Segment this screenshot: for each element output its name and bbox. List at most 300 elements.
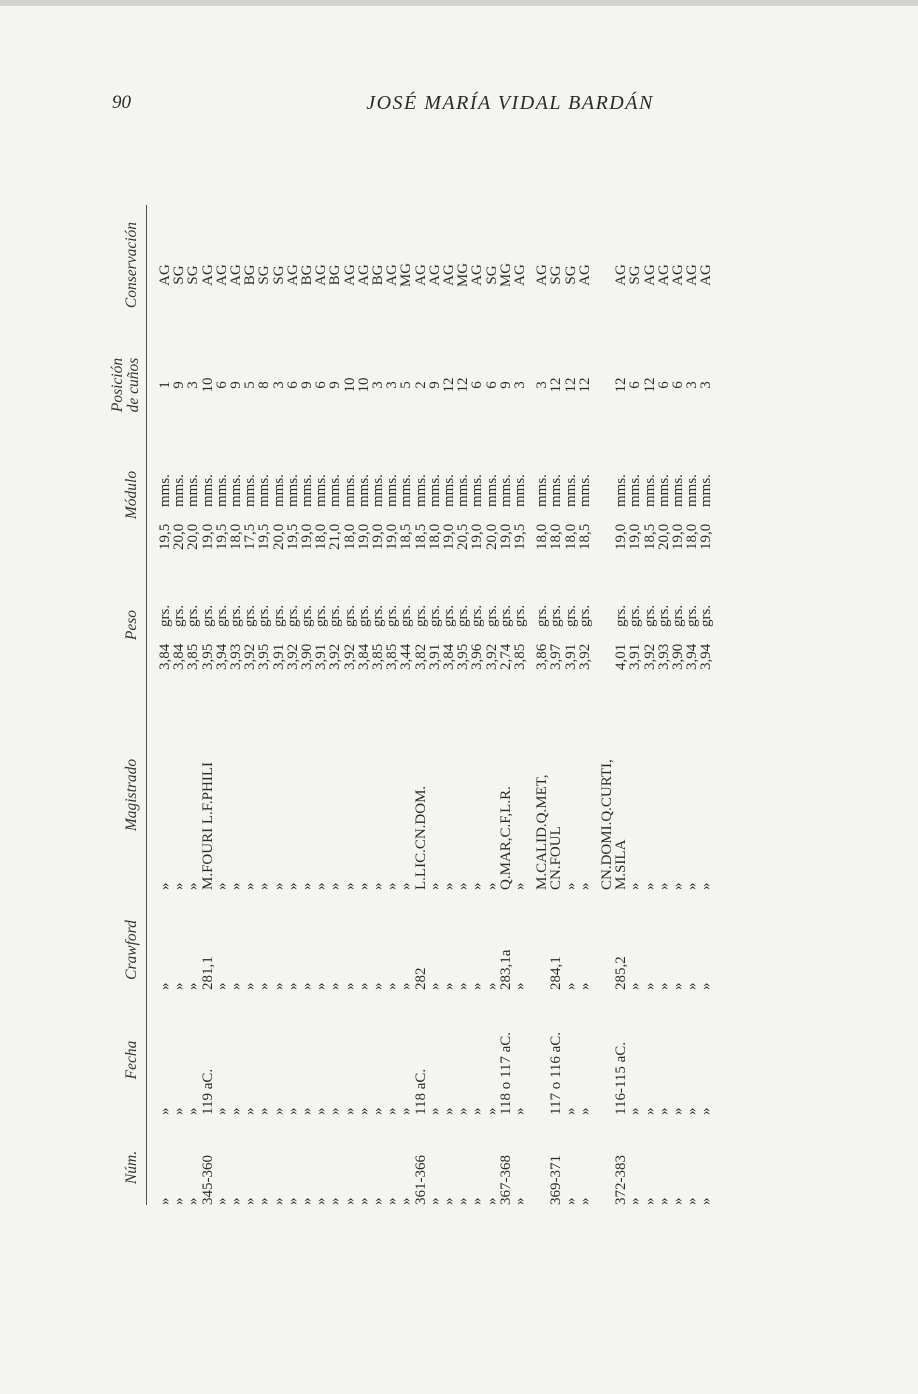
cell-fecha: »: [284, 1107, 301, 1115]
cell-modulo: 18,0: [548, 523, 565, 550]
cell-posicion: 10: [355, 377, 372, 393]
cell-num: »: [313, 1197, 330, 1205]
cell-cons: AG: [512, 264, 528, 286]
cell-fecha: 116-115 aC.: [613, 1041, 630, 1115]
cell-posicion: 9: [426, 381, 443, 389]
cell-magistrado: »: [256, 882, 273, 890]
running-head: JOSÉ MARÍA VIDAL BARDÁN: [366, 92, 654, 114]
cell-magistrado: »: [670, 882, 686, 890]
header-rule: [146, 205, 147, 1205]
cell-cons: SG: [562, 265, 579, 285]
cell-cons: AG: [228, 264, 244, 286]
cell-cons: AG: [426, 264, 443, 286]
cell-crawford: »: [384, 982, 401, 990]
cell-magistrado: »: [313, 882, 330, 890]
cell-magistrado: »: [327, 882, 344, 890]
cell-magistrado: L.LIC.CN.DOM.: [412, 785, 429, 890]
cell-fecha: »: [576, 1107, 593, 1115]
cell-crawford: »: [684, 982, 701, 990]
cell-crawford: 283,1a: [497, 949, 514, 990]
cell-crawford: 282: [412, 967, 429, 990]
cell-modulo: 19,0: [627, 523, 644, 550]
cell-modulo: 19,0: [613, 523, 630, 550]
cell-cons: AG: [469, 264, 486, 286]
cell-fecha: 119 aC.: [199, 1068, 216, 1115]
cell-modulo: 18,0: [426, 523, 443, 550]
cell-modulo-unit: mms.: [655, 474, 672, 507]
cell-magistrado: M.FOURI L.F.PHILI: [199, 762, 216, 890]
cell-num: »: [684, 1197, 701, 1205]
cell-num: »: [171, 1197, 188, 1205]
cell-num: »: [627, 1197, 644, 1205]
cell-peso-unit: grs.: [469, 604, 486, 627]
cell-crawford: »: [228, 982, 244, 990]
cell-posicion: 9: [299, 381, 315, 389]
cell-crawford: »: [256, 982, 273, 990]
cell-fecha: »: [512, 1107, 528, 1115]
cell-peso-unit: grs.: [698, 604, 715, 627]
cell-crawford: »: [469, 982, 486, 990]
cell-fecha: »: [455, 1107, 472, 1115]
cell-modulo: 20,5: [455, 523, 472, 550]
cell-modulo: 18,0: [684, 523, 701, 550]
cell-cons: AG: [655, 264, 672, 286]
cell-peso-unit: grs.: [185, 604, 202, 627]
cell-posicion: 3: [185, 381, 202, 389]
cell-cons: AG: [698, 264, 715, 286]
cell-modulo: 20,0: [483, 523, 500, 550]
cell-fecha: »: [627, 1107, 644, 1115]
cell-modulo: 18,0: [341, 523, 358, 550]
header-fecha: Fecha: [123, 1040, 140, 1080]
cell-peso-unit: grs.: [398, 604, 415, 627]
header-posicion-line1: Posición: [109, 357, 126, 413]
cell-crawford: »: [512, 982, 528, 990]
cell-modulo: 18,5: [641, 523, 658, 550]
cell-num: »: [341, 1197, 358, 1205]
cell-peso-unit: grs.: [548, 604, 565, 627]
cell-fecha: »: [384, 1107, 401, 1115]
cell-num: »: [157, 1197, 173, 1205]
cell-peso-unit: grs.: [655, 604, 672, 627]
cell-peso-unit: grs.: [299, 604, 315, 627]
cell-crawford: »: [641, 982, 658, 990]
cell-fecha: »: [242, 1107, 259, 1115]
cell-num: »: [670, 1197, 686, 1205]
cell-peso: 3,94: [684, 643, 701, 670]
cell-peso: 3,97: [548, 643, 565, 670]
cell-cons: MG: [398, 262, 415, 288]
cell-peso-unit: grs.: [171, 604, 188, 627]
cell-modulo: 19,5: [512, 523, 528, 550]
cell-peso: 3,93: [228, 643, 244, 670]
cell-fecha: »: [483, 1107, 500, 1115]
cell-modulo: 19,5: [284, 523, 301, 550]
cell-magistrado: »: [483, 882, 500, 890]
cell-peso: 3,85: [384, 643, 401, 670]
cell-modulo: 19,0: [299, 523, 315, 550]
cell-fecha: »: [370, 1107, 386, 1115]
cell-modulo: 21,0: [327, 523, 344, 550]
scan-edge: [0, 0, 918, 6]
cell-crawford: »: [242, 982, 259, 990]
cell-modulo-unit: mms.: [412, 474, 429, 507]
cell-crawford: 285,2: [613, 956, 630, 990]
cell-posicion: 6: [469, 381, 486, 389]
cell-posicion: 3: [534, 381, 551, 389]
cell-modulo-unit: mms.: [313, 474, 330, 507]
cell-num: 372-383: [613, 1155, 630, 1205]
cell-peso: 4,01: [613, 643, 630, 670]
cell-modulo: 19,0: [469, 523, 486, 550]
cell-peso-unit: grs.: [627, 604, 644, 627]
cell-crawford: »: [270, 982, 287, 990]
cell-cons: AG: [670, 264, 686, 286]
cell-modulo-unit: mms.: [441, 474, 457, 507]
cell-peso-unit: grs.: [157, 604, 173, 627]
cell-modulo-unit: mms.: [670, 474, 686, 507]
cell-modulo: 19,0: [497, 523, 514, 550]
cell-peso: 3,95: [256, 643, 273, 670]
cell-cons: SG: [256, 265, 273, 285]
cell-fecha: »: [641, 1107, 658, 1115]
cell-cons: BG: [299, 264, 315, 286]
cell-num: »: [355, 1197, 372, 1205]
cell-peso: 3,92: [327, 643, 344, 670]
cell-num: 367-368: [497, 1155, 514, 1205]
cell-crawford: »: [341, 982, 358, 990]
cell-modulo-unit: mms.: [355, 474, 372, 507]
cell-modulo: 19,0: [670, 523, 686, 550]
cell-num: 345-360: [199, 1155, 216, 1205]
cell-peso-unit: grs.: [441, 604, 457, 627]
cell-posicion: 3: [512, 381, 528, 389]
cell-peso: 3,91: [426, 643, 443, 670]
cell-crawford: »: [355, 982, 372, 990]
cell-cons: AG: [641, 264, 658, 286]
cell-fecha: »: [313, 1107, 330, 1115]
cell-posicion: 6: [655, 381, 672, 389]
cell-modulo: 19,0: [441, 523, 457, 550]
cell-modulo-unit: mms.: [213, 474, 230, 507]
cell-magistrado: »: [228, 882, 244, 890]
cell-cons: AG: [213, 264, 230, 286]
cell-fecha: »: [698, 1107, 715, 1115]
cell-modulo-unit: mms.: [497, 474, 514, 507]
cell-fecha: »: [655, 1107, 672, 1115]
cell-magistrado: »: [684, 882, 701, 890]
cell-magistrado: »: [455, 882, 472, 890]
cell-modulo: 19,0: [384, 523, 401, 550]
cell-modulo: 20,0: [270, 523, 287, 550]
cell-crawford: »: [299, 982, 315, 990]
cell-magistrado: »: [698, 882, 715, 890]
cell-fecha: 117 o 116 aC.: [548, 1031, 565, 1115]
cell-posicion: 3: [270, 381, 287, 389]
cell-cons: SG: [185, 265, 202, 285]
cell-cons: AG: [613, 264, 630, 286]
cell-posicion: 12: [455, 377, 472, 393]
cell-crawford: »: [441, 982, 457, 990]
cell-modulo: 19,5: [256, 523, 273, 550]
cell-fecha: »: [355, 1107, 372, 1115]
cell-crawford: »: [698, 982, 715, 990]
cell-fecha: »: [228, 1107, 244, 1115]
cell-crawford: »: [370, 982, 386, 990]
cell-modulo-unit: mms.: [469, 474, 486, 507]
cell-peso: 3,82: [412, 643, 429, 670]
cell-posicion: 12: [576, 377, 593, 393]
cell-cons: AG: [341, 264, 358, 286]
cell-modulo-unit: mms.: [256, 474, 273, 507]
cell-num: »: [641, 1197, 658, 1205]
cell-peso: 3,92: [242, 643, 259, 670]
cell-posicion: 5: [398, 381, 415, 389]
cell-crawford: »: [627, 982, 644, 990]
cell-modulo-unit: mms.: [327, 474, 344, 507]
cell-fecha: »: [185, 1107, 202, 1115]
cell-fecha: »: [469, 1107, 486, 1115]
cell-magistrado: Q.MAR,C.F,L.R.: [497, 786, 514, 890]
cell-num: »: [270, 1197, 287, 1205]
cell-cons: AG: [441, 264, 457, 286]
header-magistrado: Magistrado: [123, 758, 140, 832]
cell-crawford: »: [327, 982, 344, 990]
cell-num: 361-366: [412, 1155, 429, 1205]
cell-posicion: 8: [256, 381, 273, 389]
cell-peso: 3,44: [398, 643, 415, 670]
cell-magistrado: »: [213, 882, 230, 890]
cell-num: »: [398, 1197, 415, 1205]
cell-crawford: »: [398, 982, 415, 990]
cell-cons: AG: [684, 264, 701, 286]
cell-num: »: [576, 1197, 593, 1205]
cell-peso-unit: grs.: [256, 604, 273, 627]
header-modulo: Módulo: [123, 470, 140, 520]
cell-magistrado: CN.FOUL: [548, 826, 565, 890]
cell-modulo-unit: mms.: [228, 474, 244, 507]
cell-num: »: [512, 1197, 528, 1205]
cell-cons: BG: [242, 264, 259, 286]
cell-fecha: 118 o 117 aC.: [497, 1031, 514, 1115]
cell-peso-unit: grs.: [455, 604, 472, 627]
cell-cons: BG: [370, 264, 386, 286]
cell-cons: AG: [199, 264, 216, 286]
cell-peso: 2,74: [497, 643, 514, 670]
header-peso: Peso: [123, 609, 140, 641]
cell-modulo: 19,5: [157, 523, 173, 550]
cell-magistrado: »: [627, 882, 644, 890]
cell-posicion: 6: [670, 381, 686, 389]
cell-modulo: 18,5: [412, 523, 429, 550]
cell-modulo-unit: mms.: [242, 474, 259, 507]
cell-magistrado: M.SILA: [613, 839, 630, 890]
cell-magistrado: »: [655, 882, 672, 890]
cell-cons: SG: [483, 265, 500, 285]
cell-magistrado: »: [469, 882, 486, 890]
cell-modulo: 18,5: [576, 523, 593, 550]
cell-crawford: »: [171, 982, 188, 990]
cell-modulo-unit: mms.: [270, 474, 287, 507]
cell-modulo: 19,0: [370, 523, 386, 550]
cell-num: »: [299, 1197, 315, 1205]
cell-fecha: »: [157, 1107, 173, 1115]
cell-peso: 3,91: [562, 643, 579, 670]
cell-posicion: 9: [228, 381, 244, 389]
cell-posicion: 3: [684, 381, 701, 389]
cell-modulo: 18,0: [228, 523, 244, 550]
cell-peso-unit: grs.: [670, 604, 686, 627]
cell-modulo: 19,0: [199, 523, 216, 550]
cell-cons: AG: [384, 264, 401, 286]
cell-modulo: 18,0: [534, 523, 551, 550]
cell-peso-unit: grs.: [534, 604, 551, 627]
cell-num: »: [455, 1197, 472, 1205]
coin-table: [109, 205, 715, 1205]
cell-modulo-unit: mms.: [627, 474, 644, 507]
cell-posicion: 12: [548, 377, 565, 393]
cell-crawford: »: [562, 982, 579, 990]
cell-peso: 3,90: [299, 643, 315, 670]
header-num: Núm.: [123, 1150, 140, 1185]
cell-peso-unit: grs.: [483, 604, 500, 627]
cell-peso: 3,85: [370, 643, 386, 670]
cell-peso-unit: grs.: [641, 604, 658, 627]
cell-modulo-unit: mms.: [512, 474, 528, 507]
cell-peso-unit: grs.: [426, 604, 443, 627]
cell-modulo-unit: mms.: [576, 474, 593, 507]
cell-num: »: [655, 1197, 672, 1205]
cell-magistrado: »: [242, 882, 259, 890]
cell-modulo: 17,5: [242, 523, 259, 550]
cell-num: 369-371: [548, 1155, 565, 1205]
cell-magistrado: »: [171, 882, 188, 890]
cell-peso: 3,92: [284, 643, 301, 670]
cell-magistrado: »: [355, 882, 372, 890]
cell-modulo-unit: mms.: [534, 474, 551, 507]
cell-cons: MG: [455, 262, 472, 288]
header-conservacion: Conservación: [123, 221, 140, 309]
cell-modulo-unit: mms.: [341, 474, 358, 507]
cell-modulo-unit: mms.: [548, 474, 565, 507]
cell-cons: AG: [534, 264, 551, 286]
cell-modulo: 18,5: [398, 523, 415, 550]
cell-posicion: 9: [497, 381, 514, 389]
cell-num: »: [284, 1197, 301, 1205]
cell-cons: SG: [270, 265, 287, 285]
cell-cons: AG: [576, 264, 593, 286]
cell-fecha: »: [270, 1107, 287, 1115]
cell-crawford: 281,1: [199, 956, 216, 990]
cell-posicion: 9: [327, 381, 344, 389]
cell-modulo-unit: mms.: [398, 474, 415, 507]
cell-peso: 3,91: [313, 643, 330, 670]
cell-modulo-unit: mms.: [284, 474, 301, 507]
cell-modulo-unit: mms.: [483, 474, 500, 507]
cell-posicion: 6: [483, 381, 500, 389]
cell-peso: 3,85: [512, 643, 528, 670]
cell-posicion: 9: [171, 381, 188, 389]
cell-peso: 3,85: [185, 643, 202, 670]
cell-cons: SG: [171, 265, 188, 285]
cell-modulo-unit: mms.: [684, 474, 701, 507]
cell-fecha: »: [299, 1107, 315, 1115]
cell-peso: 3,95: [199, 643, 216, 670]
cell-crawford: »: [483, 982, 500, 990]
cell-peso-unit: grs.: [341, 604, 358, 627]
cell-cons: AG: [284, 264, 301, 286]
cell-peso-unit: grs.: [199, 604, 216, 627]
cell-peso-unit: grs.: [562, 604, 579, 627]
cell-peso-unit: grs.: [370, 604, 386, 627]
cell-crawford: »: [655, 982, 672, 990]
cell-peso-unit: grs.: [613, 604, 630, 627]
cell-peso: 3,84: [441, 643, 457, 670]
cell-peso-unit: grs.: [270, 604, 287, 627]
cell-peso-unit: grs.: [213, 604, 230, 627]
cell-magistrado: »: [370, 882, 386, 890]
cell-peso-unit: grs.: [327, 604, 344, 627]
cell-modulo: 20,0: [171, 523, 188, 550]
cell-posicion: 6: [627, 381, 644, 389]
cell-magistrado: »: [270, 882, 287, 890]
cell-fecha: »: [670, 1107, 686, 1115]
cell-peso-unit: grs.: [412, 604, 429, 627]
cell-posicion: 12: [441, 377, 457, 393]
cell-modulo-unit: mms.: [641, 474, 658, 507]
cell-modulo-unit: mms.: [562, 474, 579, 507]
cell-posicion: 6: [284, 381, 301, 389]
cell-magistrado: »: [576, 882, 593, 890]
cell-peso: 3,92: [576, 643, 593, 670]
cell-modulo-unit: mms.: [370, 474, 386, 507]
cell-magistrado: »: [441, 882, 457, 890]
cell-num: »: [384, 1197, 401, 1205]
cell-cons: MG: [497, 262, 514, 288]
cell-modulo: 19,5: [213, 523, 230, 550]
cell-crawford: »: [670, 982, 686, 990]
cell-peso-unit: grs.: [497, 604, 514, 627]
cell-magistrado: »: [398, 882, 415, 890]
cell-modulo-unit: mms.: [199, 474, 216, 507]
cell-magistrado: »: [562, 882, 579, 890]
cell-peso: 3,92: [641, 643, 658, 670]
cell-posicion: 12: [562, 377, 579, 393]
cell-peso: 3,92: [341, 643, 358, 670]
cell-modulo: 20,0: [185, 523, 202, 550]
cell-fecha: »: [171, 1107, 188, 1115]
cell-num: »: [242, 1197, 259, 1205]
cell-num: »: [562, 1197, 579, 1205]
cell-fecha: »: [256, 1107, 273, 1115]
cell-modulo-unit: mms.: [698, 474, 715, 507]
cell-num: »: [185, 1197, 202, 1205]
cell-magistrado: »: [157, 882, 173, 890]
cell-num: »: [370, 1197, 386, 1205]
cell-modulo: 18,0: [313, 523, 330, 550]
cell-modulo: 18,0: [562, 523, 579, 550]
cell-crawford: »: [185, 982, 202, 990]
cell-magistrado: »: [426, 882, 443, 890]
cell-peso: 3,84: [355, 643, 372, 670]
cell-peso: 3,94: [213, 643, 230, 670]
cell-peso-unit: grs.: [313, 604, 330, 627]
cell-modulo-unit: mms.: [426, 474, 443, 507]
cell-modulo: 19,0: [355, 523, 372, 550]
cell-fecha: »: [426, 1107, 443, 1115]
cell-cons: BG: [327, 264, 344, 286]
cell-fecha: »: [327, 1107, 344, 1115]
